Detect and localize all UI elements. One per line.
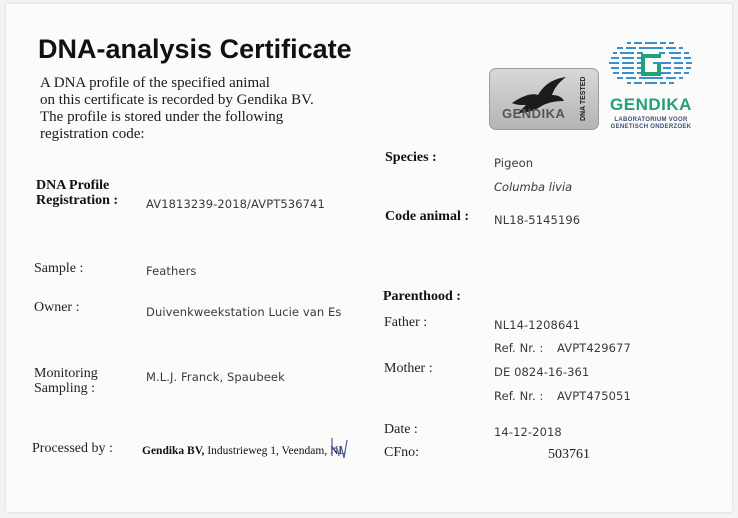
registration-value: AV1813239-2018/AVPT536741 [146,197,325,211]
monitoring-label: Monitoring [34,366,98,381]
sample-label: Sample : [34,261,84,276]
intro-text [40,75,340,143]
intro-line: registration code: [40,126,145,142]
owner-value: Duivenkweekstation Lucie van Es [146,305,342,319]
owner-label: Owner : [34,300,80,315]
date-value: 14-12-2018 [494,425,562,439]
father-ref-label: Ref. Nr. : [494,341,544,355]
father-ref-value: AVPT429677 [557,341,631,355]
species-common-value: Pigeon [494,156,534,170]
mother-ref-value: AVPT475051 [557,389,631,403]
mother-label: Mother : [384,361,433,376]
dna-tested-badge [489,68,599,130]
processed-company: Gendika BV, [142,445,205,457]
processed-address: Industrieweg 1, Veendam, NL [204,445,346,457]
badge-side-text: DNA TESTED [580,76,587,122]
mother-ring-value: DE 0824-16-361 [494,365,590,379]
species-latin-value: Columba livia [494,180,573,194]
monitoring-value: M.L.J. Franck, Spaubeek [146,370,285,384]
species-label: Species : [385,150,437,165]
logo-subtitle [603,117,699,131]
code-animal-value: NL18-5145196 [494,213,581,227]
signature-mark [328,436,348,462]
gendika-logo [603,40,699,140]
cfno-value: 503761 [548,447,590,462]
code-animal-label: Code animal : [385,209,469,224]
processed-by-label: Processed by : [32,441,113,456]
logo-sub-line: GENETISCH ONDERZOEK [610,124,692,130]
gendika-dna-g-icon [603,40,699,94]
certificate-title: DNA-analysis Certificate [38,34,352,64]
logo-sub-line: LABORATORIUM VOOR [614,117,688,123]
badge-word: GENDIKA [502,106,566,121]
processed-by-value [142,445,345,457]
sample-value: Feathers [146,264,197,278]
mother-ref-label: Ref. Nr. : [494,389,544,403]
registration-label: Registration : [36,193,119,208]
father-ring-value: NL14-1208641 [494,318,581,332]
parenthood-label: Parenthood : [383,289,461,304]
father-label: Father : [384,315,428,330]
dna-profile-label: DNA Profile [36,178,110,193]
intro-line: The profile is stored under the following [40,109,284,125]
intro-line: A DNA profile of the specified animal [40,75,270,91]
cfno-label: CFno: [384,445,420,460]
logo-name: GENDIKA [610,95,692,114]
date-label: Date : [384,422,418,437]
sampling-label: Sampling : [34,381,96,396]
intro-line: on this certificate is recorded by Gendika BV. [40,92,314,108]
